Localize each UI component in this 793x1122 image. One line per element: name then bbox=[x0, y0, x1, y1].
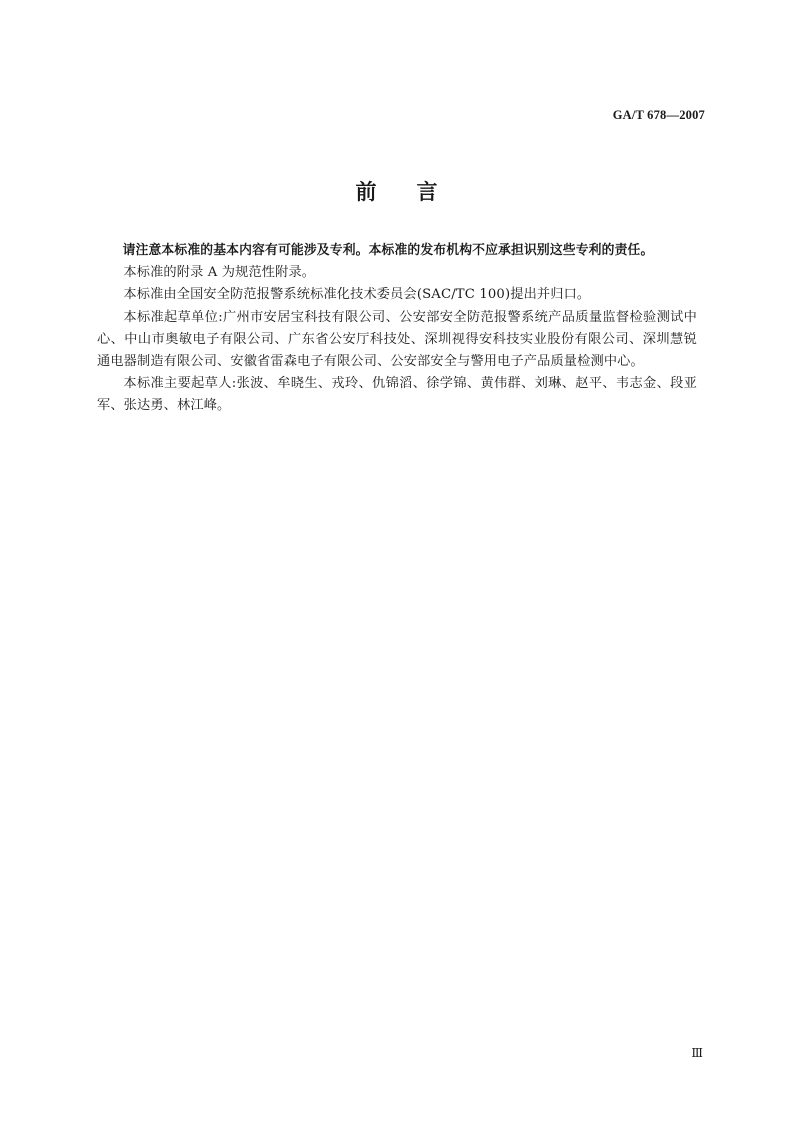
drafting-units-paragraph: 本标准起草单位:广州市安居宝科技有限公司、公安部安全防范报警系统产品质量监督检验测试中心、中山市奥敏电子有限公司、广东省公安厅科技处、深圳视得安科技实业股份有限公司、深圳慧锐通电器制造有限公司、安徽省雷森电子有限公司、公安部安全与警用电子产品质量检测中心。 bbox=[97, 309, 697, 370]
title-char-1: 前 bbox=[355, 180, 377, 204]
drafters-paragraph: 本标准主要起草人:张波、牟晓生、戎玲、仇锦滔、徐学锦、黄伟群、刘琳、赵平、韦志金、段亚军、张达勇、林江峰。 bbox=[97, 376, 697, 414]
standard-code: GA/T 678—2007 bbox=[612, 108, 705, 122]
appendix-paragraph: 本标准的附录 A 为规范性附录。 bbox=[123, 265, 316, 281]
page-title bbox=[0, 176, 793, 206]
patent-notice-paragraph: 请注意本标准的基本内容有可能涉及专利。本标准的发布机构不应承担识别这些专利的责任。 bbox=[122, 243, 654, 258]
foreword-body bbox=[97, 240, 697, 418]
title-char-2: 言 bbox=[416, 180, 438, 204]
page-number: Ⅲ bbox=[691, 1046, 703, 1060]
proposer-paragraph: 本标准由全国安全防范报警系统标准化技术委员会(SAC/TC 100)提出并归口。 bbox=[123, 287, 591, 303]
